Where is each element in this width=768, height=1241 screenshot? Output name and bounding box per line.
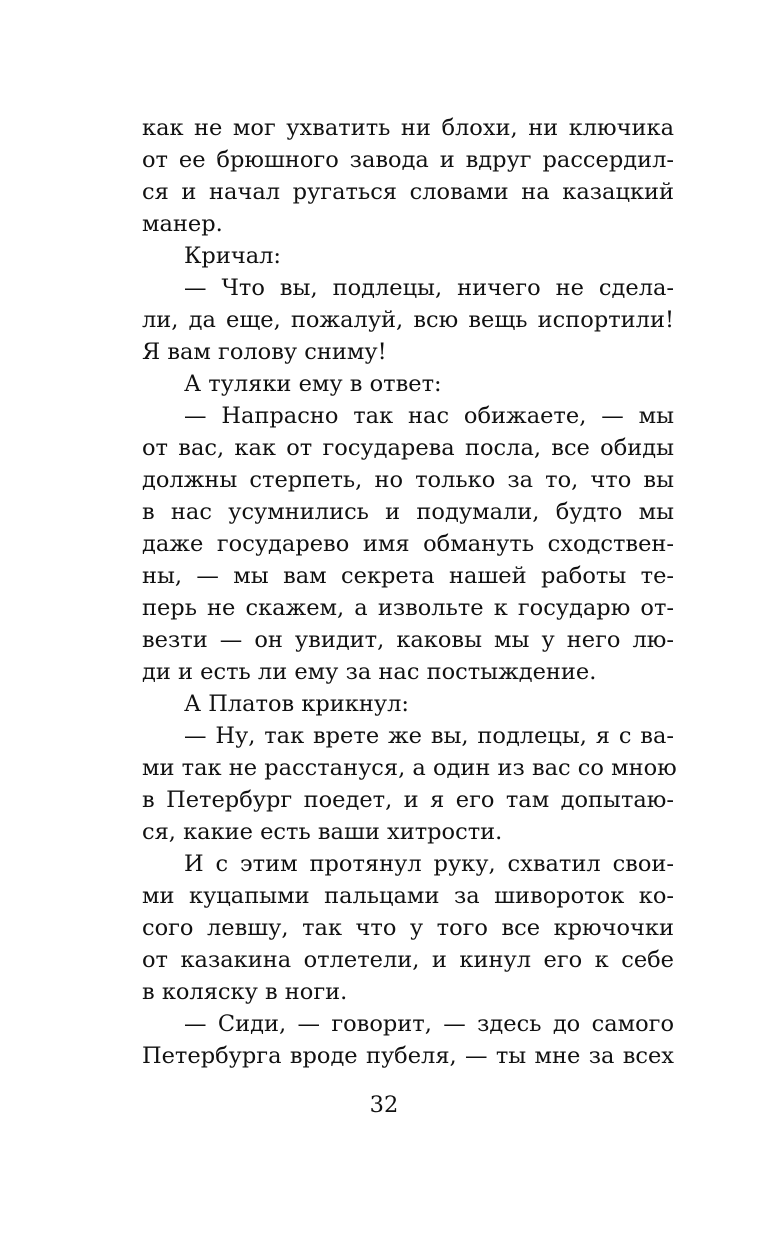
text-line: — Ну, так врете же вы, подлецы, я с ва- [184, 723, 674, 749]
text-line: — Напрасно так нас обижаете, — мы [184, 403, 674, 429]
page-number: 32 [369, 1092, 399, 1118]
text-line: ся, какие есть ваши хитрости. [142, 819, 503, 845]
text-line: от вас, как от государева посла, все обиды [142, 435, 674, 461]
text-line: манер. [142, 211, 223, 237]
text-line: как не мог ухватить ни блохи, ни ключика [142, 115, 674, 141]
text-line: А туляки ему в ответ: [184, 371, 442, 397]
text-line: везти — он увидит, каковы мы у него лю- [142, 627, 674, 653]
text-line: ми так не расстануся, а один из вас со мною [142, 755, 677, 781]
text-line: перь не скажем, а извольте к государю от- [142, 595, 674, 621]
text-line: — Сиди, — говорит, — здесь до самого [184, 1011, 674, 1037]
body-text [142, 112, 677, 1072]
text-line: в нас усумнились и подумали, будто мы [142, 499, 674, 525]
text-line: — Что вы, подлецы, ничего не сдела- [184, 275, 674, 301]
text-line: Я вам голову сниму! [142, 339, 387, 365]
text-line: сого левшу, так что у того все крючочки [142, 915, 674, 941]
text-line: Петербурга вроде пубеля, — ты мне за всех [142, 1043, 674, 1069]
text-line: ди и есть ли ему за нас постыждение. [142, 659, 597, 685]
text-line: от казакина отлетели, и кинул его к себе [142, 947, 674, 973]
text-line: Кричал: [184, 243, 281, 269]
text-line: от ее брюшного завода и вдруг рассердил- [142, 147, 674, 173]
text-line: в Петербург поедет, и я его там допытаю- [142, 787, 674, 813]
text-line: должны стерпеть, но только за то, что вы [142, 467, 674, 493]
text-line: ли, да еще, пожалуй, всю вещь испортили! [142, 307, 674, 333]
text-line: ны, — мы вам секрета нашей работы те- [142, 563, 674, 589]
text-line: А Платов крикнул: [184, 691, 409, 717]
text-line: И с этим протянул руку, схватил свои- [184, 851, 674, 877]
text-line: ся и начал ругаться словами на казацкий [142, 179, 674, 205]
text-line: ми куцапыми пальцами за шивороток ко- [142, 883, 674, 909]
text-line: даже государево имя обмануть сходствен- [142, 531, 674, 557]
text-line: в коляску в ноги. [142, 979, 348, 1005]
